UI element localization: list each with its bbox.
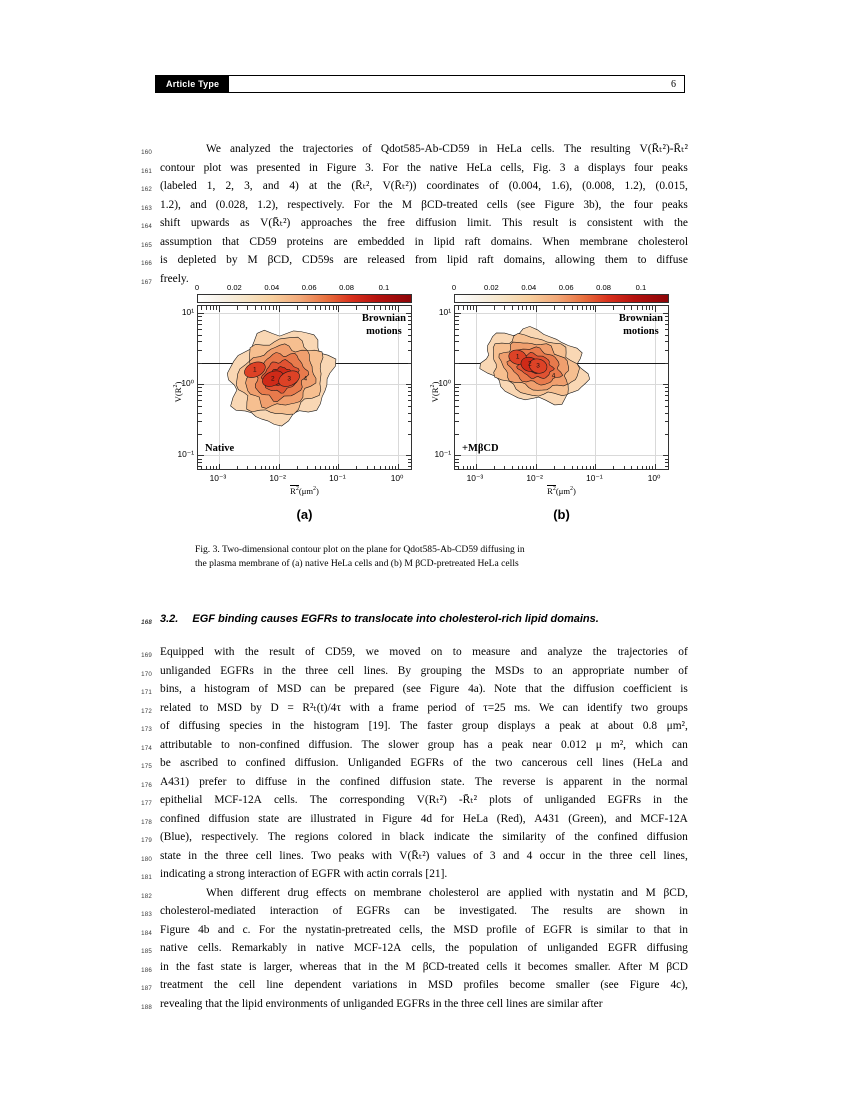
figure-panel-a xyxy=(170,283,420,538)
panel-condition-label: Native xyxy=(205,443,235,454)
line-number: 186 xyxy=(141,966,152,974)
section-title: EGF binding causes EGFRs to translocate into cholesterol-rich lipid domains. xyxy=(192,613,599,625)
colorbar-tick-label: 0.06 xyxy=(558,283,574,292)
line-number: 173 xyxy=(141,726,152,733)
x-axis-tick-label: 10⁰ xyxy=(647,473,661,483)
colorbar-tick-label: 0.04 xyxy=(264,283,280,292)
contour-peak-label: 2 xyxy=(528,360,532,368)
text-line xyxy=(132,680,688,699)
brownian-label-line-1: Brownian xyxy=(618,313,663,324)
line-number: 167 xyxy=(141,278,152,286)
brownian-motions-label xyxy=(619,312,663,338)
text-line xyxy=(132,736,688,755)
line-text: contour plot was presented in Figure 3. For the native HeLa cells, Fig. 3 a displays four peaks xyxy=(160,161,688,174)
running-header xyxy=(155,75,685,93)
y-axis-tick-label: 10⁻¹ xyxy=(434,449,451,460)
line-text: epithelial MCF-12A cells. The corresponding V(Rₜ²) -R̄ₜ² plots of unliganded EGFRs in the xyxy=(160,794,688,806)
text-line xyxy=(132,233,688,252)
caption-line-1: Fig. 3. Two-dimensional contour plot on the plane for Qdot585-Ab-CD59 diffusing in xyxy=(195,544,525,555)
line-number: 164 xyxy=(141,223,152,230)
line-text: state in the three cell lines. Two peaks with V(R̄ₜ²) values of 3 and 4 occur in the three cell lines, xyxy=(160,849,688,862)
section-heading-block xyxy=(132,610,688,629)
text-line xyxy=(132,865,688,884)
y-axis-tick-label: 10⁰ xyxy=(181,378,194,389)
colorbar-tick-label: 0.02 xyxy=(227,283,242,292)
text-line xyxy=(132,847,688,866)
brownian-label-line-1: Brownian xyxy=(361,313,406,324)
line-text: When different drug effects on membrane cholesterol are applied with nystatin and M βCD, xyxy=(206,886,688,899)
section-heading xyxy=(132,610,688,629)
article-type-tag: Article Type xyxy=(156,76,229,92)
colorbar-tick-label: 0.1 xyxy=(635,283,647,292)
line-number: 175 xyxy=(141,763,152,770)
panel-tag: (b) xyxy=(553,507,570,522)
paragraph-1 xyxy=(132,140,688,288)
line-number: 169 xyxy=(141,652,152,659)
page-number: 6 xyxy=(671,78,676,90)
text-line xyxy=(132,196,688,215)
line-text: cholesterol-mediated interaction of EGFRs can be investigated. The results are shown in xyxy=(160,905,688,917)
line-number: 174 xyxy=(141,744,152,752)
text-line xyxy=(132,699,688,718)
contour-peak-label: 2 xyxy=(271,375,275,383)
text-line xyxy=(132,995,688,1014)
plot-axes xyxy=(197,305,412,470)
plot-axes xyxy=(454,305,669,470)
brownian-label-line-2: motions xyxy=(623,326,659,337)
panel-condition-label: +MβCD xyxy=(462,443,499,454)
colorbar-tick-label: 0.04 xyxy=(521,283,537,292)
contour-peak-label: 1 xyxy=(253,366,257,374)
line-number: 165 xyxy=(141,241,152,249)
x-axis-tick-label: 10⁰ xyxy=(390,473,404,483)
line-text: freely. xyxy=(160,272,189,285)
line-number: 181 xyxy=(141,874,152,881)
text-line xyxy=(132,717,688,736)
text-line xyxy=(132,754,688,773)
y-axis-title: $V(R^2)$ xyxy=(430,381,440,403)
text-line xyxy=(132,643,688,662)
text-line xyxy=(132,828,688,847)
colorbar-tick-label: 0.06 xyxy=(301,283,317,292)
y-axis-tick-label: 10⁰ xyxy=(438,378,451,389)
line-text: in the fast state is larger, whereas that in the M βCD-treated cells it becomes smaller. After M βCD xyxy=(160,960,688,973)
line-text: is depleted by M βCD, CD59s are released from lipid raft domains, allowing them to diffuse xyxy=(160,254,688,266)
section-number: 3.2. xyxy=(160,613,179,625)
colorbar-gradient xyxy=(197,294,412,303)
x-axis-tick-label: 10⁻³ xyxy=(209,473,227,483)
line-text: indicating a strong interaction of EGFR with actin corrals [21]. xyxy=(160,868,448,880)
x-axis-tick-label: 10⁻¹ xyxy=(329,473,346,483)
colorbar-tick-label: 0.08 xyxy=(596,283,611,292)
y-axis-title: $V(R^2)$ xyxy=(173,381,183,403)
contour-peak-label: 1 xyxy=(515,353,520,361)
line-number: 172 xyxy=(141,707,152,715)
x-axis-tick-label: 10⁻² xyxy=(526,473,543,483)
text-line xyxy=(132,884,688,903)
colorbar xyxy=(451,283,669,303)
text-line xyxy=(132,214,688,233)
line-text: bins, a histogram of MSD can be prepared (see Figure 4a). Note that the diffusion coefficient is xyxy=(160,683,688,695)
line-text: be ascribed to confined diffusion. Unliganded EGFRs of the two cancerous cell lines (HeLa and xyxy=(160,757,688,769)
x-axis-title: $R^2(\mu m^2)$ xyxy=(547,486,576,496)
x-axis-tick-label: 10⁻¹ xyxy=(586,473,603,483)
line-number: 182 xyxy=(141,892,152,900)
line-text: We analyzed the trajectories of Qdot585-Ab-CD59 in HeLa cells. The resulting V(R̄ₜ²)-R̄ₜ² xyxy=(206,143,688,155)
line-text: revealing that the lipid environments of unliganded EGFRs in the three cell lines are similar after xyxy=(160,997,603,1010)
colorbar-tick-label: 0 xyxy=(451,283,457,292)
y-axis-tick-label: 10⁻¹ xyxy=(177,449,194,460)
section-heading-text xyxy=(160,610,688,629)
line-number: 171 xyxy=(141,689,152,696)
figure-caption xyxy=(195,543,650,571)
line-text: (labeled 1, 2, 3, and 4) at the (R̄ₜ², V(R̄ₜ²)) coordinates of (0.004, 1.6), (0.008, 1.2), (0.015, xyxy=(160,180,688,192)
line-number: 178 xyxy=(141,818,152,826)
colorbar-tick-labels xyxy=(194,283,412,294)
line-number: 163 xyxy=(141,204,152,212)
figure-3 xyxy=(170,283,690,538)
line-text: confined diffusion state are illustrated in Figure 4d for HeLa (Red), A431 (Green), and MCF-12A xyxy=(160,812,688,825)
y-axis-tick-label: 10¹ xyxy=(181,307,194,318)
text-line xyxy=(132,773,688,792)
contour-peak-label: 4 xyxy=(303,375,308,383)
line-number: 170 xyxy=(141,670,152,678)
x-axis-tick-label: 10⁻² xyxy=(269,473,286,483)
caption-line-2: the plasma membrane of (a) native HeLa cells and (b) M βCD-pretreated HeLa cells xyxy=(195,558,519,569)
line-number: 180 xyxy=(141,855,152,863)
text-line xyxy=(132,177,688,196)
y-axis-tick-label: 10¹ xyxy=(438,307,451,318)
text-line xyxy=(132,902,688,921)
text-line xyxy=(132,958,688,977)
colorbar-tick-label: 0.02 xyxy=(484,283,499,292)
x-axis-title: $R^2(\mu m^2)$ xyxy=(290,486,319,496)
line-text: of diffusing species in the histogram [19]. The faster group displays a peak at about 0.8 μm², xyxy=(160,720,688,732)
line-text: shift upwards as V(R̄ₜ²) approaches the free diffusion limit. This result is consistent with the xyxy=(160,217,688,229)
text-line xyxy=(132,140,688,159)
line-number: 183 xyxy=(141,911,152,918)
contour-peak-label: 4 xyxy=(551,372,556,380)
line-number: 179 xyxy=(141,837,152,844)
text-line xyxy=(132,810,688,829)
contour-peak-label: 3 xyxy=(536,362,540,370)
header-spacer xyxy=(229,76,671,92)
line-text: (Blue), respectively. The regions colored in black indicate the similarity of the confined diffusion xyxy=(160,831,688,843)
line-number: 176 xyxy=(141,781,152,789)
line-text: related to MSD by D = R²ₜ(t)/4τ with a frame period of τ=25 ms. We can identify two groups xyxy=(160,701,688,714)
colorbar xyxy=(194,283,412,303)
colorbar-tick-labels xyxy=(451,283,669,294)
panel-tag: (a) xyxy=(296,507,313,522)
line-text: 1.2), and (0.028, 1.2), respectively. For the M βCD-treated cells (see Figure 3b), the four peaks xyxy=(160,198,688,211)
line-text: Figure 4b and c. For the nystatin-pretreated cells, the MSD profile of EGFR is similar to that in xyxy=(160,923,688,936)
colorbar-gradient xyxy=(454,294,669,303)
line-number: 185 xyxy=(141,948,152,955)
line-number: 162 xyxy=(141,186,152,193)
line-number: 188 xyxy=(141,1003,152,1011)
colorbar-tick-label: 0.08 xyxy=(339,283,354,292)
line-number: 161 xyxy=(141,167,152,175)
text-line xyxy=(132,159,688,178)
text-line xyxy=(132,921,688,940)
text-line xyxy=(132,791,688,810)
text-line xyxy=(132,976,688,995)
figure-panel-b xyxy=(427,283,677,538)
line-text: unliganded EGFRs in the three cell lines. By grouping the MSDs to an appropriate number of xyxy=(160,664,688,677)
brownian-label-line-2: motions xyxy=(366,326,402,337)
text-line xyxy=(132,939,688,958)
line-number: 160 xyxy=(141,149,152,156)
line-text: native cells. Remarkably in native MCF-12A cells, the population of unliganded EGFR diffusing xyxy=(160,942,688,954)
line-text: Equipped with the result of CD59, we moved on to measure and analyze the trajectories of xyxy=(160,646,688,658)
line-number: 166 xyxy=(141,260,152,267)
line-text: attributable to non-confined diffusion. The slower group has a peak near 0.012 μ m², which can xyxy=(160,738,688,751)
brownian-motions-label xyxy=(362,312,406,338)
colorbar-tick-label: 0.1 xyxy=(378,283,390,292)
text-line xyxy=(132,662,688,681)
text-line xyxy=(132,251,688,270)
line-number: 168 xyxy=(141,619,152,626)
x-axis-tick-label: 10⁻³ xyxy=(466,473,484,483)
contour-peak-label: 3 xyxy=(287,375,291,383)
line-number: 177 xyxy=(141,800,152,807)
line-text: A431) prefer to diffuse in the confined diffusion state. The reverse is apparent in the normal xyxy=(160,775,688,788)
paragraph-2 xyxy=(132,643,688,1013)
colorbar-tick-label: 0 xyxy=(194,283,200,292)
line-text: treatment the cell line dependent variations in MSD profiles become smaller (see Figure 4c), xyxy=(160,979,688,991)
line-text: assumption that CD59 proteins are embedded in lipid raft domains. When membrane cholesterol xyxy=(160,235,688,248)
line-number: 184 xyxy=(141,929,152,937)
line-number: 187 xyxy=(141,985,152,992)
